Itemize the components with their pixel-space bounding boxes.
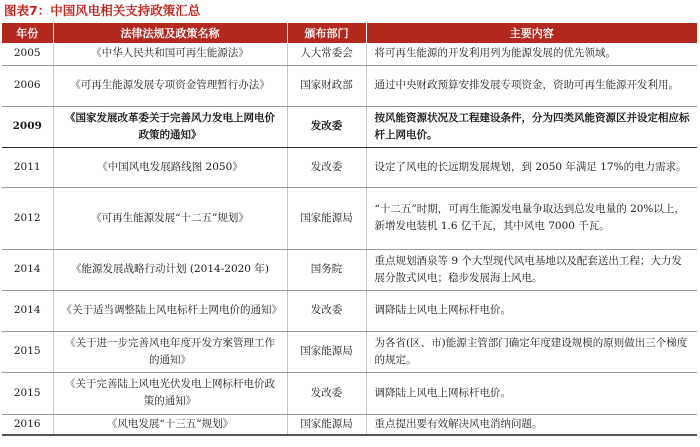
cell-law: 《关于完善陆上风电光伏发电上网标杆电价政策的通知》 [53, 372, 287, 414]
table-row [2, 43, 697, 65]
cell-department: 发改委 [287, 106, 366, 147]
cell-department: 国家能源局 [287, 331, 366, 372]
cell-law: 《国家发展改革委关于完善风力发电上网电价政策的通知》 [53, 106, 287, 147]
table-row-highlight [2, 106, 697, 147]
cell-law: 《可再生能源发展专项资金管理暂行办法》 [53, 65, 287, 106]
cell-law: 《风电发展“十三五”规划》 [53, 414, 287, 435]
cell-year: 2011 [2, 147, 53, 187]
table-row [2, 372, 697, 414]
cell-year: 2005 [2, 43, 53, 65]
table-header-row [2, 23, 697, 43]
table-row [2, 331, 697, 372]
cell-department: 国家财政部 [287, 65, 366, 106]
cell-content: 重点规划酒泉等 9 个大型现代风电基地以及配套送出工程；大力发展分散式风电；稳步发展海上风电。 [366, 249, 697, 290]
cell-year: 2012 [2, 187, 53, 249]
header-law: 法律法规及政策名称 [53, 23, 287, 43]
cell-department: 发改委 [287, 290, 366, 331]
cell-department: 人大常委会 [287, 43, 366, 65]
policy-table [2, 23, 697, 436]
cell-year: 2014 [2, 290, 53, 331]
cell-law: 《中华人民共和国可再生能源法》 [53, 43, 287, 65]
cell-year: 2009 [2, 106, 53, 147]
header-year: 年份 [2, 23, 53, 43]
table-row [2, 65, 697, 106]
cell-department: 发改委 [287, 147, 366, 187]
table-row [2, 147, 697, 187]
cell-law: 《能源发展战略行动计划 (2014-2020 年) [53, 249, 287, 290]
table-row [2, 249, 697, 290]
cell-year: 2006 [2, 65, 53, 106]
cell-law: 《关于进一步完善风电年度开发方案管理工作的通知》 [53, 331, 287, 372]
cell-year: 2016 [2, 414, 53, 435]
cell-content: 通过中央财政预算安排发展专项资金，资助可再生能源开发利用。 [366, 65, 697, 106]
table-row [2, 414, 697, 435]
cell-law: 《关于适当调整陆上风电标杆上网电价的通知》 [53, 290, 287, 331]
cell-department: 国务院 [287, 249, 366, 290]
cell-content: 调降陆上风电上网标杆电价。 [366, 290, 697, 331]
cell-content: 重点提出要有效解决风电消纳问题。 [366, 414, 697, 435]
table-row [2, 187, 697, 249]
cell-law: 《中国风电发展路线图 2050》 [53, 147, 287, 187]
cell-department: 国家能源局 [287, 414, 366, 435]
cell-year: 2015 [2, 372, 53, 414]
cell-content: 为各省(区、市)能源主管部门确定年度建设规模的原则做出三个梯度的规定。 [366, 331, 697, 372]
cell-content: 按风能资源状况及工程建设条件，分为四类风能资源区并设定相应标杆上网电价。 [366, 106, 697, 147]
cell-content: 调降陆上风电上网标杆电价。 [366, 372, 697, 414]
cell-law: 《可再生能源发展“十二五”规划》 [53, 187, 287, 249]
header-department: 颁布部门 [287, 23, 366, 43]
cell-year: 2014 [2, 249, 53, 290]
table-row [2, 290, 697, 331]
cell-content: 设定了风电的长远期发展规划，到 2050 年满足 17%的电力需求。 [366, 147, 697, 187]
cell-content: “十二五”时期，可再生能源发电量争取达到总发电量的 20%以上，新增发电装机 1.6 亿千瓦，其中风电 7000 千瓦。 [366, 187, 697, 249]
cell-department: 发改委 [287, 372, 366, 414]
header-content: 主要内容 [366, 23, 697, 43]
cell-year: 2015 [2, 331, 53, 372]
cell-department: 国家能源局 [287, 187, 366, 249]
figure-title: 图表7：中国风电相关支持政策汇总 [4, 3, 201, 18]
cell-content: 将可再生能源的开发利用列为能源发展的优先领域。 [366, 43, 697, 65]
